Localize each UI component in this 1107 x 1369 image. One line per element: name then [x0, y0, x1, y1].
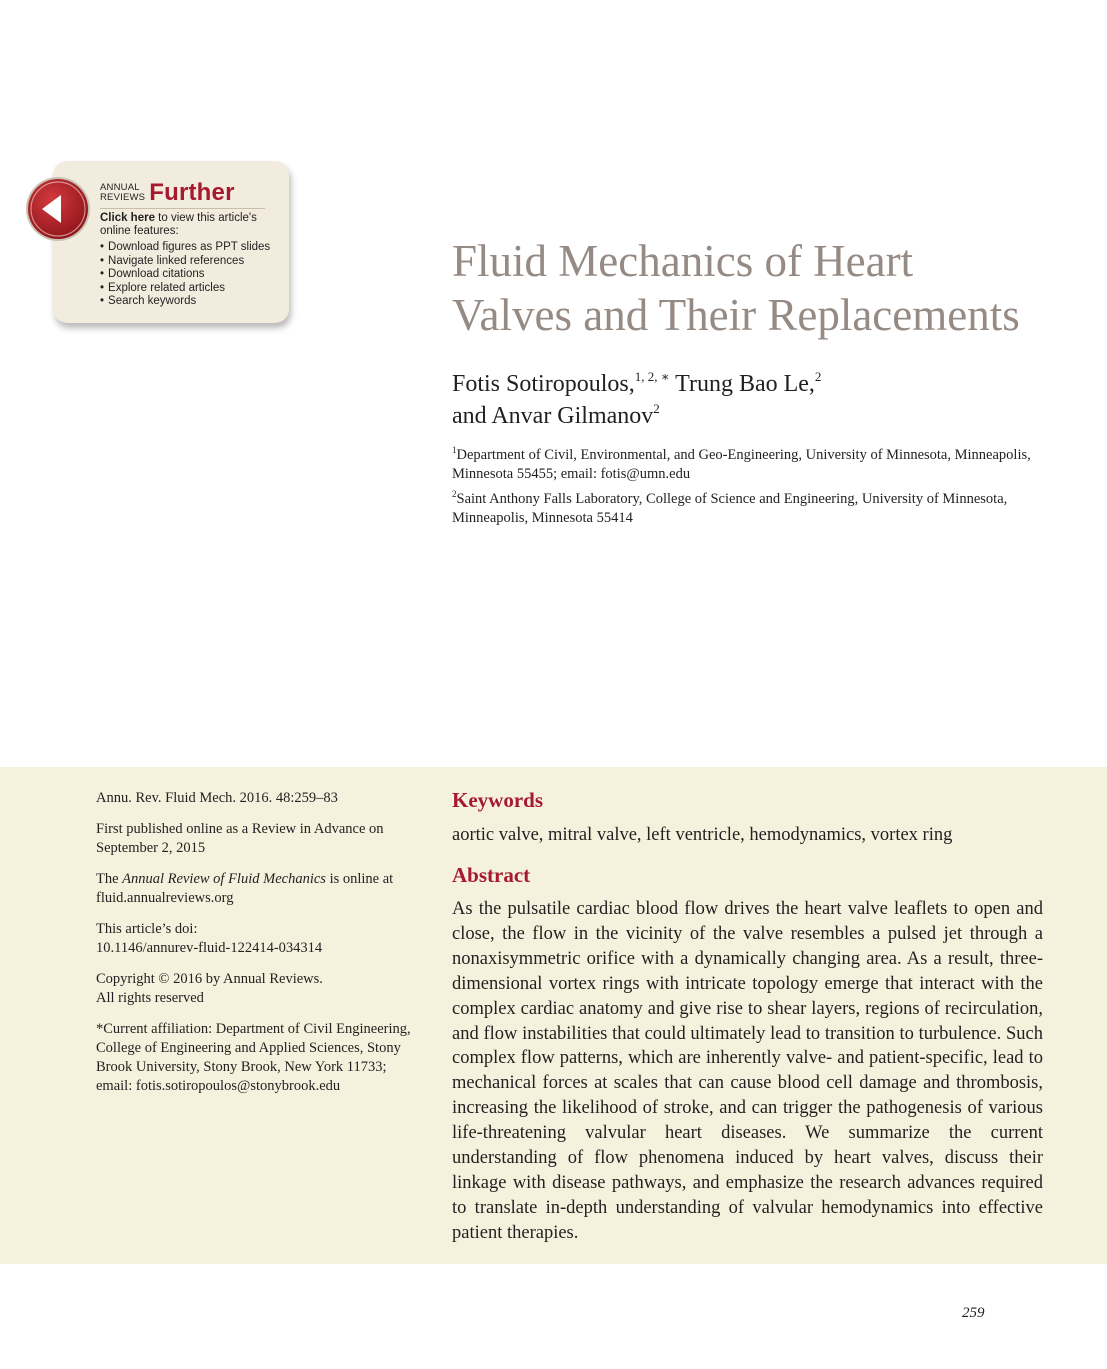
author-sotiropoulos-marks: 1, 2, ∗ — [634, 369, 670, 384]
current-affiliation: *Current affiliation: Department of Civil Engineering, College of Engineering and Applied Sciences, Stony Brook University, Stony Brook, New York 11733; — [96, 1021, 411, 1075]
author-le: Trung Bao Le, — [669, 371, 815, 397]
feature-navigate-references[interactable]: • Navigate linked references — [100, 255, 285, 269]
current-affiliation-block — [96, 1020, 414, 1096]
brand-line-annual: ANNUAL — [100, 182, 140, 193]
keywords-text: aortic valve, mitral valve, left ventricle, hemodynamics, vortex ring — [452, 825, 953, 845]
copyright: Copyright © 2016 by Annual Reviews. — [96, 971, 323, 987]
doi-block — [96, 920, 414, 958]
affiliation-1-mark: 1 — [452, 445, 457, 455]
further-header — [100, 178, 285, 205]
further-headline: Further — [149, 179, 235, 206]
further-feature-list — [100, 241, 285, 309]
current-email: email: fotis.sotiropoulos@stonybrook.edu — [96, 1078, 341, 1094]
abstract-heading: Abstract — [452, 863, 531, 887]
journal-name: Annual Review of Fluid Mechanics — [122, 871, 326, 887]
click-here-link[interactable]: Click here — [100, 212, 155, 224]
online-info — [96, 870, 414, 908]
title-line-1: Fluid Mechanics of Heart — [452, 236, 914, 286]
author-sotiropoulos: Fotis Sotiropoulos, — [452, 371, 635, 397]
abstract-text: As the pulsatile cardiac blood flow drives the heart valve leaflets to open and close, the flow in the vicinity of the valve resembles a pulsed jet through a nonaxisymmetric orifice with a dynamically changing area. As a result, three-dimensional vortex rings with intricate topology emerge that interact with the complex cardiac anatomy and give rise to shear layers, regions of recirculation, and flow instabilities that could ultimately lead to transition to turbulence. Such complex flow patterns, which are inherently valve- and patient-specific, lead to mechanical forces at scales that can cause blood cell damage and thrombosis, increasing the likelihood of stroke, and can trigger the pathogenesis of various life-threatening valvular heart diseases. We summarize the current understanding of flow phenomena induced by heart valves, discuss their linkage with disease pathways, and emphasize the research advances required to translate in-depth understanding of valvular hemodynamics into effective patient therapies. — [452, 899, 1043, 1243]
feature-download-figures[interactable]: • Download figures as PPT slides — [100, 241, 285, 255]
online-suffix: is online at fluid.annualreviews.org — [96, 871, 394, 906]
feature-download-citations[interactable]: • Download citations — [100, 268, 285, 282]
doi-label: This article’s doi: — [96, 921, 198, 937]
feature-search-keywords[interactable]: • Search keywords — [100, 295, 285, 309]
doi-value[interactable]: 10.1146/annurev-fluid-122414-034314 — [96, 940, 323, 956]
online-prefix: The — [96, 871, 123, 887]
affiliation-1-text: Department of Civil, Environmental, and Geo-Engineering, University of Minnesota, Minneapolis, Minnesota 55455; email: fotis@umn.edu — [452, 447, 1031, 482]
author-list — [452, 368, 1092, 432]
affiliation-2-text: Saint Anthony Falls Laboratory, College of Science and Engineering, University of Minnesota, Minneapolis, Minnesota 55414 — [452, 491, 1008, 526]
title-line-2: Valves and Their Replacements — [452, 290, 1020, 340]
further-intro-text: to view this article's online features: — [100, 212, 257, 237]
rights: All rights reserved — [96, 990, 204, 1006]
page-number: 259 — [962, 1305, 985, 1321]
article-sidebar — [96, 789, 414, 1108]
citation: Annu. Rev. Fluid Mech. 2016. 48:259–83 — [96, 790, 338, 806]
author-gilmanov: and Anvar Gilmanov — [452, 403, 654, 429]
author-le-marks: 2 — [814, 369, 822, 384]
copyright-block — [96, 970, 414, 1008]
left-arrow-icon[interactable] — [25, 176, 91, 242]
annual-reviews-logo — [100, 183, 145, 202]
first-published: First published online as a Review in Advance on September 2, 2015 — [96, 821, 384, 856]
author-gilmanov-marks: 2 — [653, 401, 660, 416]
affiliation-2 — [452, 490, 1062, 528]
keywords-heading: Keywords — [452, 788, 543, 812]
article-title — [452, 234, 1092, 342]
further-intro — [100, 212, 285, 238]
further-divider — [100, 208, 265, 209]
further-content — [100, 178, 285, 309]
affiliation-2-mark: 2 — [452, 489, 457, 499]
brand-line-reviews: REVIEWS — [100, 191, 146, 203]
affiliation-1 — [452, 446, 1062, 484]
feature-related-articles[interactable]: • Explore related articles — [100, 282, 285, 296]
